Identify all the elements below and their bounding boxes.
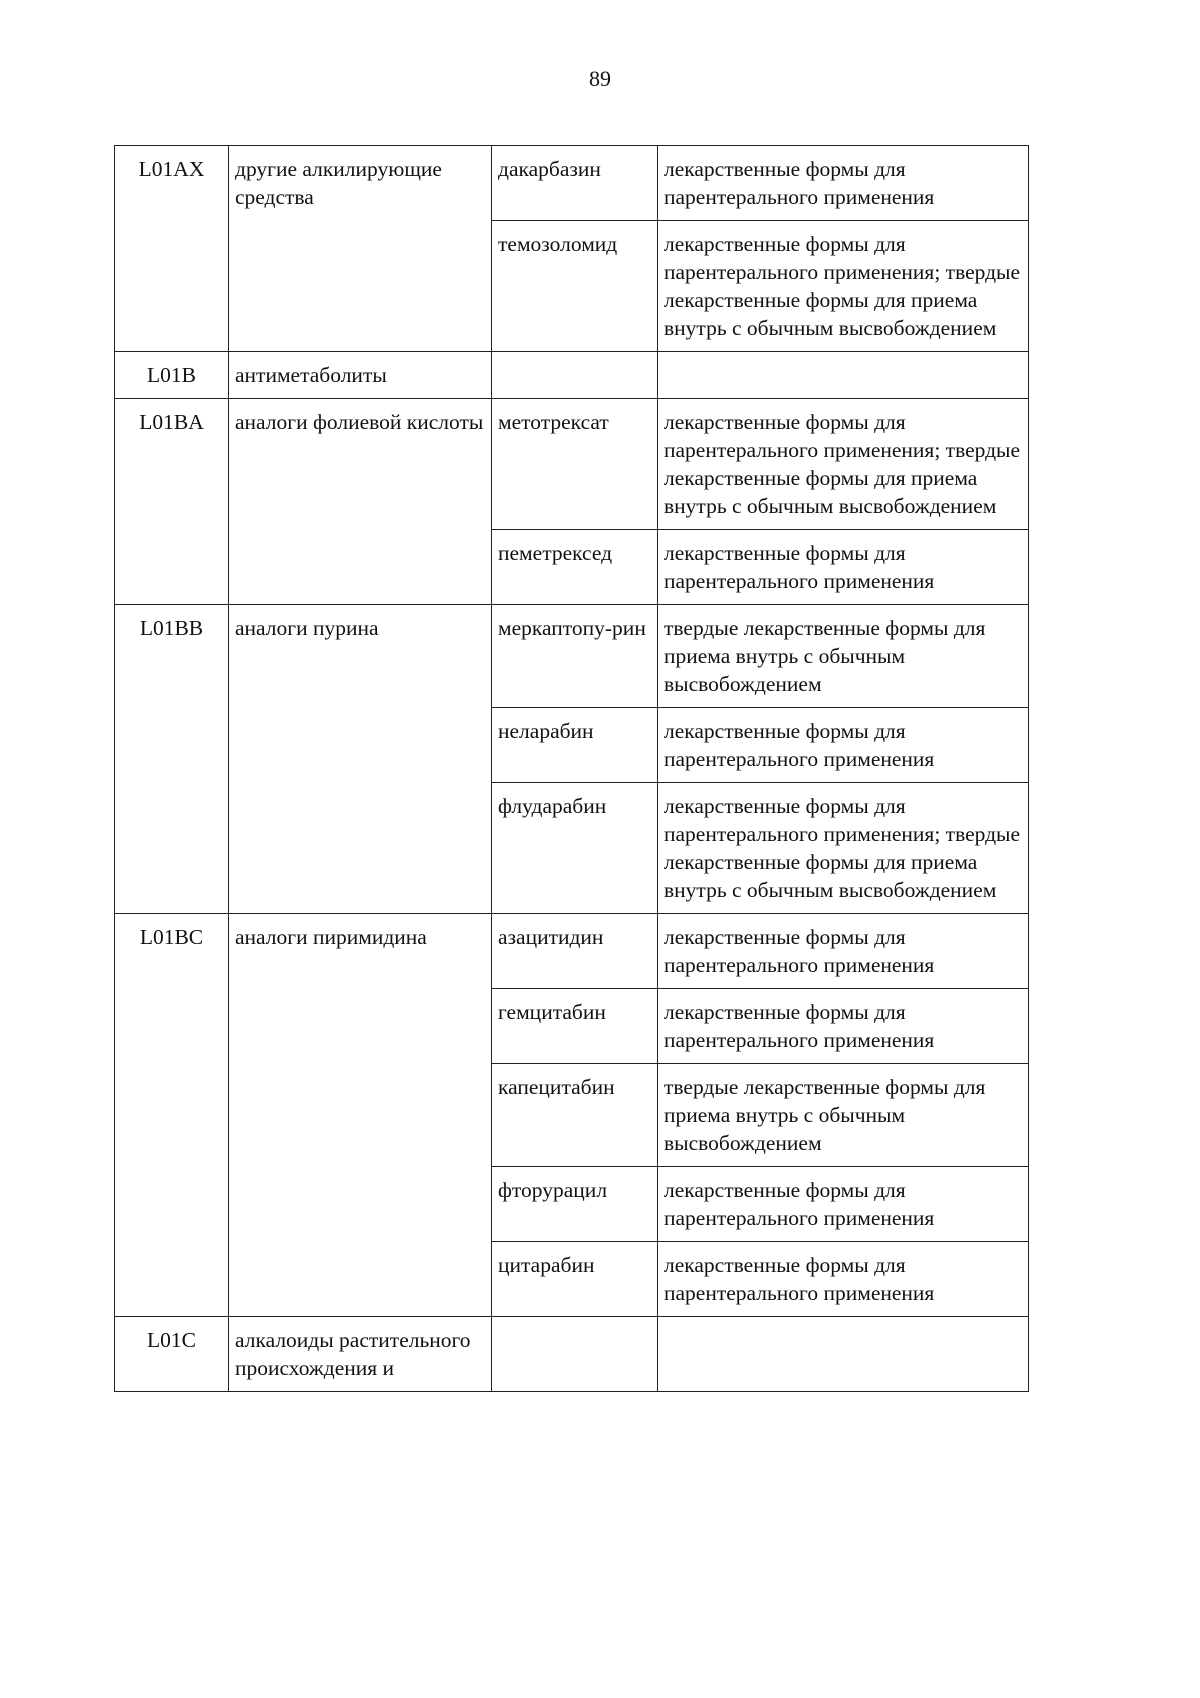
group-name-cell: другие алкилирующие средства — [229, 146, 492, 352]
dosage-form-cell: лекарственные формы для парентерального применения; твердые лекарственные формы для приема внутрь с обычным высвобождением — [658, 221, 1029, 352]
dosage-form-cell: лекарственные формы для парентерального применения — [658, 530, 1029, 605]
dosage-form-cell: лекарственные формы для парентерального применения — [658, 146, 1029, 221]
drug-name-cell: флударабин — [492, 783, 658, 914]
dosage-form-cell: лекарственные формы для парентерального применения; твердые лекарственные формы для приема внутрь с обычным высвобождением — [658, 783, 1029, 914]
table-row — [115, 605, 1029, 708]
dosage-form-cell: лекарственные формы для парентерального применения — [658, 1242, 1029, 1317]
atc-code-cell: L01AX — [115, 146, 229, 352]
drug-name-cell: темозоломид — [492, 221, 658, 352]
dosage-form-cell: твердые лекарственные формы для приема внутрь с обычным высвобождением — [658, 605, 1029, 708]
drug-name-cell: метотрексат — [492, 399, 658, 530]
dosage-form-cell: лекарственные формы для парентерального применения — [658, 914, 1029, 989]
group-name-cell: алкалоиды растительного происхождения и — [229, 1317, 492, 1392]
table-body — [115, 146, 1029, 1392]
drug-name-cell: азацитидин — [492, 914, 658, 989]
atc-code-cell: L01B — [115, 352, 229, 399]
drug-table — [114, 145, 1029, 1392]
group-name-cell: аналоги пиримидина — [229, 914, 492, 1317]
drug-name-cell: гемцитабин — [492, 989, 658, 1064]
dosage-form-cell: лекарственные формы для парентерального применения; твердые лекарственные формы для приема внутрь с обычным высвобождением — [658, 399, 1029, 530]
atc-code-cell: L01BA — [115, 399, 229, 605]
drug-name-cell: меркаптопу-рин — [492, 605, 658, 708]
table-row — [115, 399, 1029, 530]
drug-name-cell: цитарабин — [492, 1242, 658, 1317]
group-name-cell: антиметаболиты — [229, 352, 492, 399]
drug-name-cell — [492, 352, 658, 399]
page-number: 89 — [589, 66, 611, 91]
drug-name-cell: фторурацил — [492, 1167, 658, 1242]
group-name-cell: аналоги пурина — [229, 605, 492, 914]
atc-code-cell: L01BC — [115, 914, 229, 1317]
dosage-form-cell — [658, 1317, 1029, 1392]
dosage-form-cell: лекарственные формы для парентерального применения — [658, 708, 1029, 783]
drug-name-cell: капецитабин — [492, 1064, 658, 1167]
dosage-form-cell — [658, 352, 1029, 399]
atc-code-cell: L01BB — [115, 605, 229, 914]
group-name-cell: аналоги фолиевой кислоты — [229, 399, 492, 605]
table-row — [115, 914, 1029, 989]
drug-name-cell: пеметрексед — [492, 530, 658, 605]
dosage-form-cell: твердые лекарственные формы для приема внутрь с обычным высвобождением — [658, 1064, 1029, 1167]
atc-code-cell: L01C — [115, 1317, 229, 1392]
dosage-form-cell: лекарственные формы для парентерального применения — [658, 1167, 1029, 1242]
table-row — [115, 146, 1029, 221]
table-row — [115, 1317, 1029, 1392]
drug-name-cell: дакарбазин — [492, 146, 658, 221]
drug-name-cell — [492, 1317, 658, 1392]
dosage-form-cell: лекарственные формы для парентерального применения — [658, 989, 1029, 1064]
drug-name-cell: неларабин — [492, 708, 658, 783]
table-row — [115, 352, 1029, 399]
